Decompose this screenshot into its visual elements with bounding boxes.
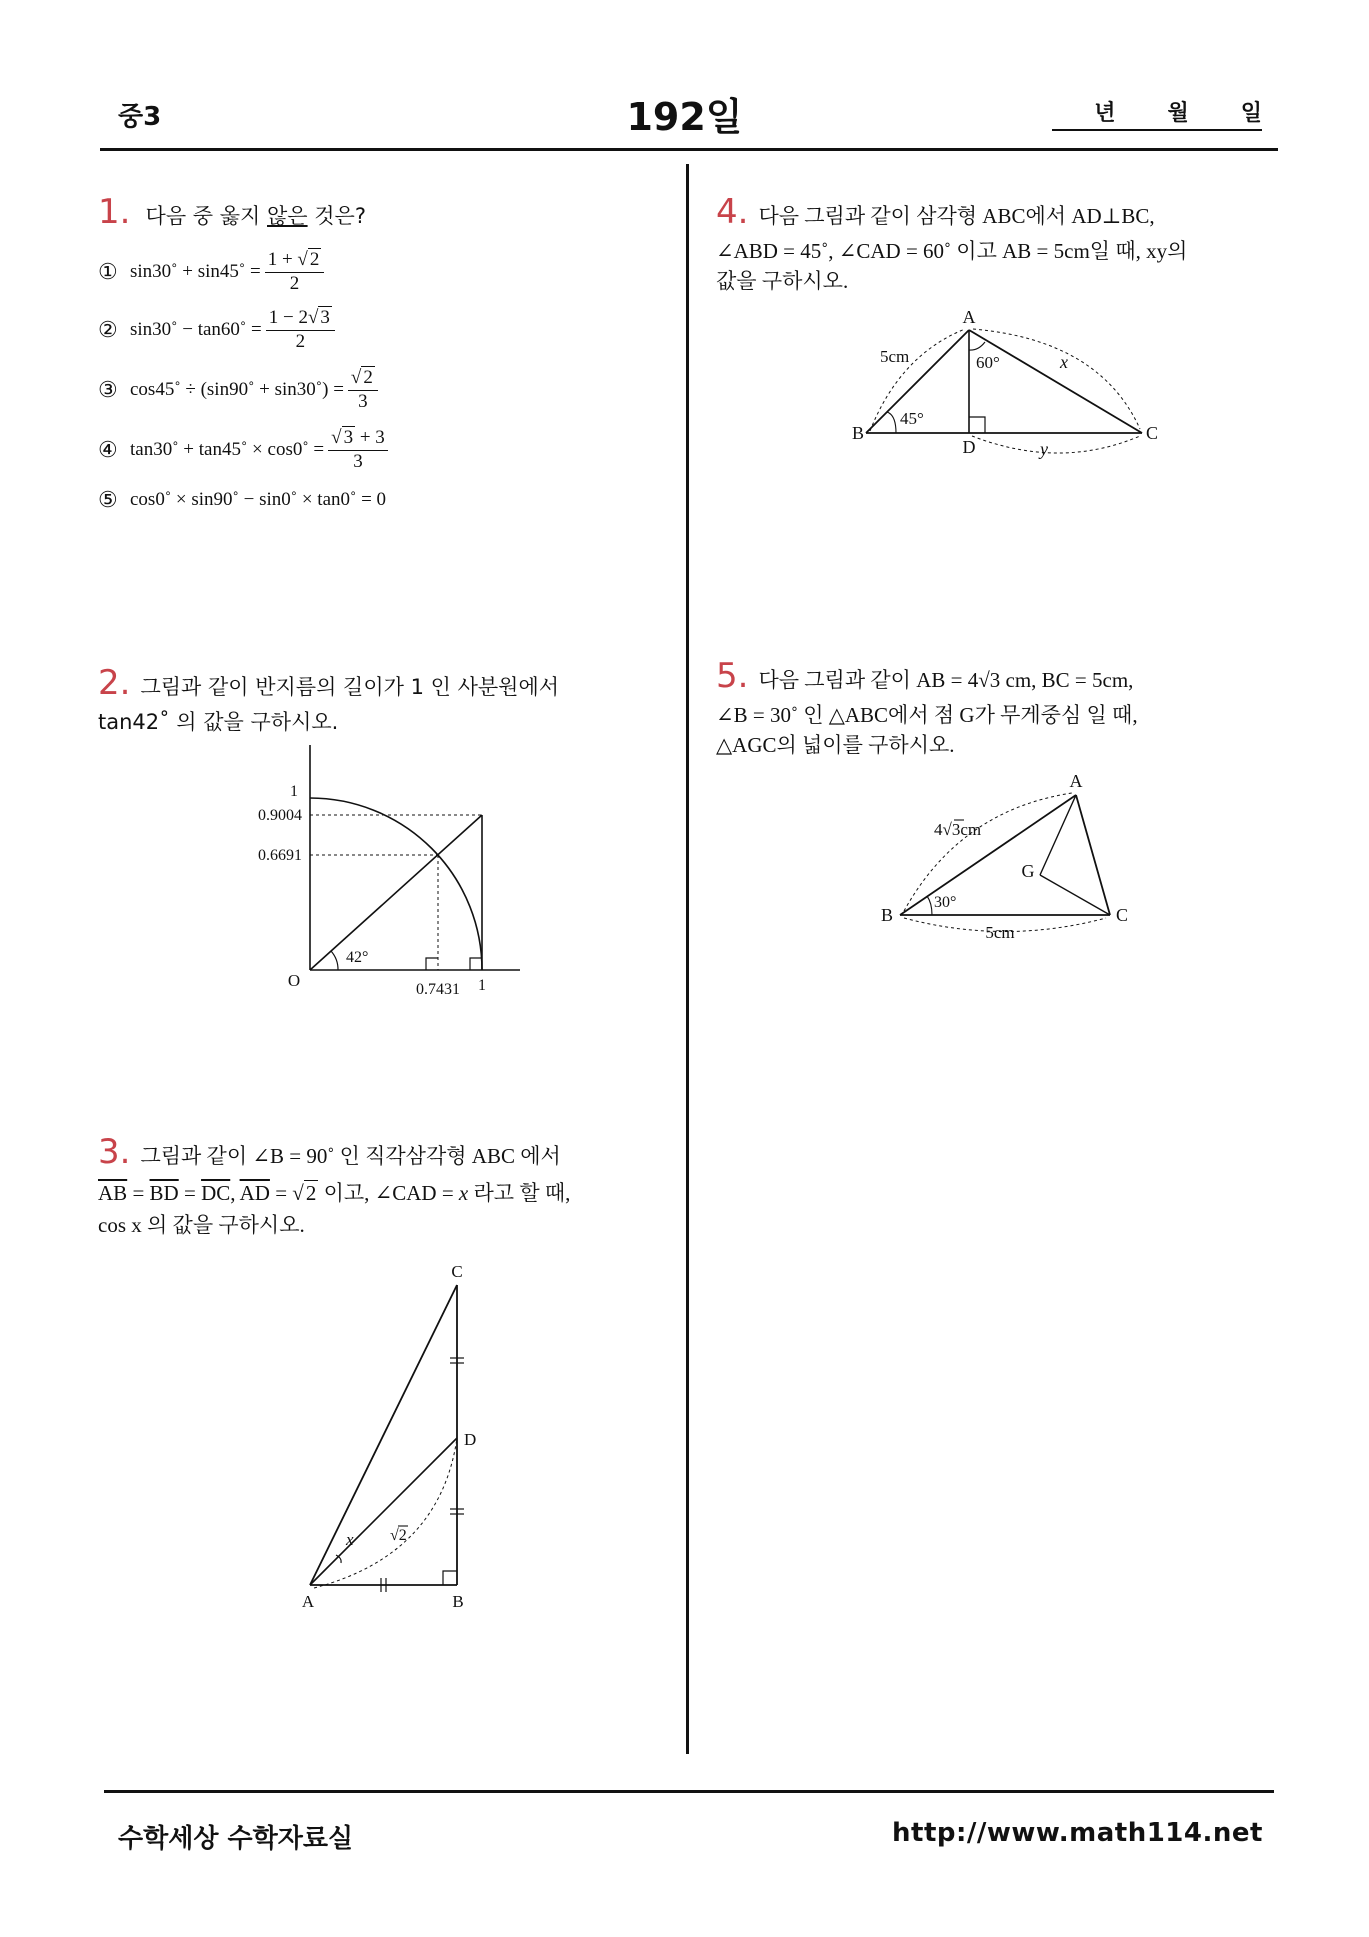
q1-text: 다음 중 옳지 않은 것은? <box>145 204 366 228</box>
q3-line-3: cos x 의 값을 구하시오. <box>98 1213 305 1238</box>
page-title: 192일 <box>626 95 743 139</box>
question-4 <box>716 192 1276 297</box>
q2-line-2: tan42˚ 의 값을 구하시오. <box>98 710 339 734</box>
q5-label-30: 30° <box>934 894 957 911</box>
q5-number: 5. <box>716 656 749 696</box>
q5-line-2: ∠B = 30˚ 인 △ABC에서 점 G가 무게중심 일 때, <box>716 703 1138 727</box>
q2-label-tan: 0.9004 <box>258 807 302 824</box>
q4-label-d: D <box>962 437 976 457</box>
q1-option-1: ① sin30˚ + sin45˚ = $\frac{1 + √ 2}{2}$ <box>98 244 392 300</box>
q4-figure <box>840 305 1170 460</box>
q1-option-4: ④ tan30˚ + tan45˚ × cos0˚ = $\frac{√ 3 + 3}{3}$ <box>98 420 392 480</box>
date-month: 월 <box>1167 101 1189 126</box>
q5-label-a: A <box>1069 771 1083 791</box>
question-3 <box>98 1132 658 1241</box>
q2-label-cos: 0.7431 <box>416 981 460 998</box>
q2-label-sin: 0.6691 <box>258 847 302 864</box>
q1-option-5: ⑤ cos0˚ × sin90˚ − sin0˚ × tan0˚ = 0 <box>98 487 387 512</box>
q2-label-1: 1 <box>290 783 298 800</box>
q1-options <box>98 244 392 520</box>
q4-label-a: A <box>962 307 976 327</box>
q3-label-a: A <box>301 1592 315 1611</box>
question-2 <box>98 663 658 737</box>
q3-label-b: B <box>452 1592 464 1611</box>
q3-line-1: 그림과 같이 ∠B = 90˚ 인 직각삼각형 ABC 에서 <box>140 1144 561 1168</box>
q5-label-c: C <box>1115 905 1129 925</box>
header-rule <box>100 148 1278 151</box>
q2-label-origin: O <box>287 971 301 990</box>
footer-url[interactable]: http://www.math114.net <box>892 1818 1263 1848</box>
q3-label-x: x <box>346 1530 354 1549</box>
q4-line-2: ∠ABD = 45˚, ∠CAD = 60˚ 이고 AB = 5cm일 때, xy의 <box>716 239 1188 263</box>
q5-line-3: △AGC의 넓이를 구하시오. <box>716 733 955 758</box>
q3-label-d: D <box>464 1430 477 1449</box>
q5-label-ab: 4√3cm <box>934 820 982 839</box>
q4-line-3: 값을 구하시오. <box>716 269 849 294</box>
q4-label-ab: 5cm <box>880 347 910 366</box>
question-5 <box>716 656 1276 761</box>
q4-label-b: B <box>851 423 865 443</box>
column-divider <box>686 164 689 1754</box>
date-year: 년 <box>1094 101 1116 126</box>
q3-number: 3. <box>98 1132 131 1172</box>
q5-label-g: G <box>1021 861 1035 881</box>
footer-rule <box>104 1790 1274 1793</box>
q5-label-bc: 5cm <box>985 923 1015 942</box>
q3-figure <box>290 1255 490 1615</box>
q1-option-2: ② sin30˚ − tan60˚ = $\frac{1 - 2√ 3}{2}$ <box>98 300 392 360</box>
q5-line-1: 다음 그림과 같이 AB = 4√3 cm, BC = 5cm, <box>758 668 1134 692</box>
q4-label-60: 60° <box>976 353 1000 372</box>
q1-number: 1. <box>98 192 131 232</box>
q2-line-1: 그림과 같이 반지름의 길이가 1 인 사분원에서 <box>140 675 560 699</box>
footer-site-name: 수학세상 수학자료실 <box>118 1824 354 1854</box>
grade-label: 중3 <box>118 102 162 132</box>
q2-label-x1: 1 <box>478 977 486 994</box>
question-1 <box>98 192 366 232</box>
q5-figure <box>870 765 1140 950</box>
q1-option-3: ③ cos45˚ ÷ (sin90˚ + sin30˚) = $\frac{√ 2}{3}$ <box>98 360 392 420</box>
q4-label-c: C <box>1145 423 1159 443</box>
q4-label-y: y <box>1040 439 1048 459</box>
q5-label-b: B <box>880 905 894 925</box>
q4-label-45: 45° <box>900 409 924 428</box>
q4-number: 4. <box>716 192 749 232</box>
q2-label-angle: 42° <box>346 949 369 966</box>
q2-figure <box>230 740 540 1000</box>
date-field <box>1052 96 1262 131</box>
q3-label-sqrt2: √2 <box>390 1527 407 1544</box>
date-day: 일 <box>1240 101 1262 126</box>
q4-line-1: 다음 그림과 같이 삼각형 ABC에서 AD⊥BC, <box>758 204 1155 228</box>
q2-number: 2. <box>98 663 131 703</box>
q3-label-c: C <box>451 1262 463 1281</box>
q3-line-2: $\overline{AB} = \overline{BD} = \overline{DC}$, $\overline{AD} = √2$ 이고, ∠CAD = x 라고 할 때, <box>98 1181 571 1205</box>
q4-label-x: x <box>1060 352 1068 372</box>
